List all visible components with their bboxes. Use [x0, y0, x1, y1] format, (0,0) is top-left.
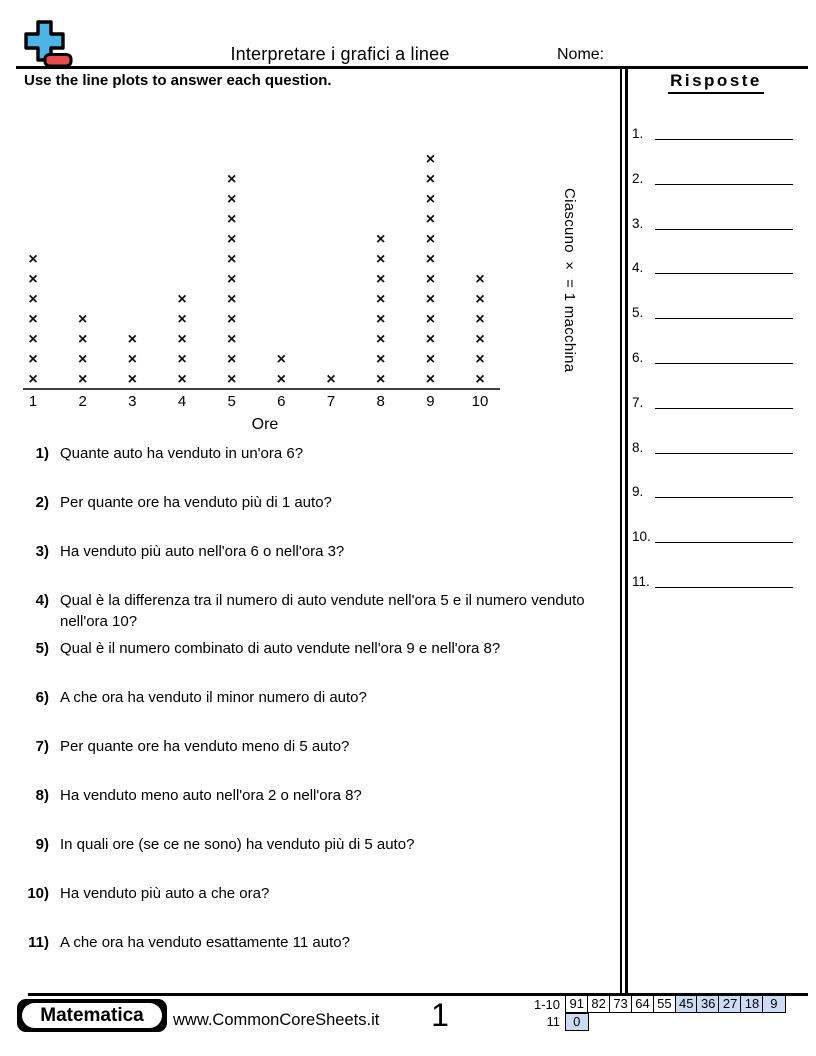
- x-mark: ×: [425, 351, 436, 368]
- x-mark: ×: [28, 351, 38, 368]
- answer-row: [630, 523, 793, 543]
- question-number: 6): [35, 689, 49, 707]
- name-label: Nome:: [557, 46, 605, 63]
- question-row: [23, 932, 617, 953]
- page-number: 1: [431, 997, 449, 1033]
- answer-row: [630, 120, 793, 140]
- answers-divider-thin: [620, 69, 622, 994]
- x-axis-tick: 8: [376, 393, 385, 410]
- score-row2-cells: [565, 1013, 589, 1031]
- website-text: www.CommonCoreSheets.it: [173, 1011, 380, 1029]
- question-number: 8): [35, 786, 49, 804]
- score-cell: 91: [565, 995, 589, 1013]
- x-mark: ×: [28, 311, 38, 328]
- answer-row: [630, 210, 793, 230]
- answer-blank-line[interactable]: [655, 139, 793, 140]
- x-axis-tick: 4: [177, 393, 187, 410]
- x-mark: ×: [376, 311, 386, 328]
- answer-blank-line[interactable]: [655, 542, 793, 543]
- x-mark: ×: [475, 291, 485, 308]
- answer-row: [630, 299, 793, 319]
- answer-row: [630, 344, 793, 364]
- question-row: [23, 492, 617, 513]
- answer-number: 9.: [632, 484, 644, 500]
- x-axis-tick: 6: [277, 393, 286, 410]
- score-cell: 55: [653, 995, 677, 1013]
- question-text: Ha venduto più auto nell'ora 6 o nell'ora 3?: [60, 542, 345, 560]
- x-mark: ×: [376, 351, 386, 368]
- x-mark: ×: [227, 191, 237, 208]
- instruction-text: Use the line plots to answer each question.: [24, 72, 332, 89]
- x-mark: ×: [475, 331, 485, 348]
- answer-number: 8.: [632, 439, 644, 455]
- answer-blank-line[interactable]: [655, 408, 793, 409]
- answer-number: 3.: [632, 215, 644, 231]
- x-axis-label: Ore: [251, 416, 279, 433]
- score-cell: 36: [696, 995, 720, 1013]
- answer-blank-line[interactable]: [655, 229, 793, 230]
- x-mark: ×: [177, 311, 187, 328]
- question-text: Per quante ore ha venduto meno di 5 auto?: [60, 738, 350, 756]
- page-title: Interpretare i grafici a linee: [230, 44, 450, 64]
- question-row: [23, 883, 617, 904]
- answer-row: [630, 478, 793, 498]
- answer-number: 1.: [632, 126, 644, 141]
- score-row1-label: 1-10: [533, 997, 560, 1012]
- x-mark: ×: [227, 371, 237, 388]
- x-mark: ×: [425, 311, 436, 328]
- answer-number: 2.: [632, 170, 644, 186]
- question-row: [23, 443, 617, 464]
- x-mark: ×: [127, 331, 137, 348]
- question-number: 4): [35, 591, 49, 609]
- x-axis-tick: 2: [78, 393, 87, 410]
- x-mark: ×: [376, 231, 386, 248]
- x-mark: ×: [177, 351, 187, 368]
- score-cell: 45: [675, 995, 699, 1013]
- x-mark: ×: [425, 291, 436, 308]
- x-mark: ×: [177, 291, 187, 308]
- plot-legend: Ciascuno × = 1 macchina: [561, 187, 578, 373]
- question-text: Quante auto ha venduto in un'ora 6?: [60, 445, 304, 462]
- x-mark: ×: [77, 351, 88, 368]
- question-row: [23, 785, 617, 806]
- answer-number: 7.: [632, 394, 644, 410]
- x-mark: ×: [227, 231, 237, 248]
- answer-number: 10.: [632, 529, 651, 545]
- x-mark: ×: [28, 371, 38, 388]
- score-cell: 0: [565, 1013, 589, 1031]
- x-mark: ×: [177, 331, 187, 348]
- score-cell: 18: [740, 995, 764, 1013]
- x-mark: ×: [227, 251, 237, 268]
- x-mark: ×: [425, 331, 436, 348]
- answers-title: [632, 71, 800, 94]
- answer-row: [630, 434, 793, 454]
- question-text: Qual è la differenza tra il numero di auto vendute nell'ora 5 e il numero venduto nell'ora 10?: [60, 591, 585, 630]
- question-row: [23, 687, 617, 708]
- score-row1-cells: [565, 995, 786, 1013]
- x-mark: ×: [326, 371, 336, 388]
- x-mark: ×: [475, 271, 485, 288]
- x-mark: ×: [276, 351, 287, 368]
- x-mark: ×: [177, 371, 187, 388]
- question-text: Qual è il numero combinato di auto vendute nell'ora 9 e nell'ora 8?: [60, 640, 501, 658]
- question-number: 1): [35, 445, 49, 462]
- answers-title-text: Risposte: [668, 71, 764, 94]
- score-cell: 73: [609, 995, 633, 1013]
- score-cell: 64: [631, 995, 655, 1013]
- x-mark: ×: [77, 311, 88, 328]
- answer-blank-line[interactable]: [655, 453, 793, 454]
- x-mark: ×: [227, 311, 237, 328]
- x-mark: ×: [425, 271, 436, 288]
- x-mark: ×: [425, 251, 436, 268]
- answer-row: [630, 165, 793, 185]
- x-mark: ×: [227, 291, 237, 308]
- answer-blank-line[interactable]: [655, 363, 793, 364]
- x-mark: ×: [77, 371, 88, 388]
- question-row: [23, 736, 617, 757]
- answer-number: 11.: [632, 574, 650, 589]
- x-mark: ×: [425, 371, 436, 388]
- x-axis-tick: 7: [326, 393, 336, 410]
- question-text: A che ora ha venduto esattamente 11 auto?: [60, 933, 350, 951]
- question-text: Per quante ore ha venduto più di 1 auto?: [60, 493, 332, 511]
- x-mark: ×: [227, 271, 237, 288]
- line-plot: [0, 0, 620, 440]
- answer-row: [630, 568, 793, 588]
- answers-divider-thick: [625, 69, 628, 994]
- question-row: [23, 834, 617, 855]
- answer-blank-line[interactable]: [655, 273, 793, 274]
- question-number: 5): [35, 640, 49, 658]
- brand-badge: [17, 999, 167, 1032]
- x-mark: ×: [425, 211, 436, 228]
- x-axis-tick: 9: [426, 393, 435, 410]
- score-cell: 27: [718, 995, 742, 1013]
- question-text: In quali ore (se ce ne sono) ha venduto più di 5 auto?: [60, 835, 415, 853]
- brand-label: Matematica: [22, 1003, 162, 1028]
- question-text: Ha venduto più auto a che ora?: [60, 884, 270, 902]
- question-text: Ha venduto meno auto nell'ora 2 o nell'ora 8?: [60, 786, 362, 804]
- x-mark: ×: [376, 271, 386, 288]
- question-number: 9): [35, 835, 49, 853]
- x-mark: ×: [28, 331, 38, 348]
- question-number: 7): [35, 738, 49, 756]
- score-cell: 9: [762, 995, 786, 1013]
- x-mark: ×: [28, 271, 38, 288]
- x-mark: ×: [227, 331, 237, 348]
- x-mark: ×: [376, 251, 386, 268]
- answer-blank-line[interactable]: [655, 184, 793, 185]
- x-mark: ×: [425, 151, 436, 168]
- question-number: 2): [35, 493, 49, 511]
- answer-number: 4.: [632, 260, 644, 276]
- x-mark: ×: [28, 251, 38, 268]
- score-row2-label: 11: [546, 1014, 560, 1029]
- x-mark: ×: [425, 191, 436, 208]
- x-mark: ×: [475, 311, 485, 328]
- x-mark: ×: [376, 371, 386, 388]
- score-cell: 82: [587, 995, 611, 1013]
- question-row: [23, 638, 617, 659]
- question-number: 3): [35, 542, 49, 560]
- x-mark: ×: [227, 171, 237, 188]
- question-row: [23, 541, 617, 562]
- x-axis-tick: 5: [227, 393, 236, 410]
- question-text: A che ora ha venduto il minor numero di auto?: [60, 689, 367, 707]
- answer-row: [630, 389, 793, 409]
- answer-blank-line[interactable]: [655, 587, 793, 588]
- answer-blank-line[interactable]: [655, 318, 793, 319]
- x-mark: ×: [227, 211, 237, 228]
- question-list: [23, 443, 617, 983]
- x-mark: ×: [28, 291, 38, 308]
- x-mark: ×: [475, 371, 485, 388]
- x-mark: ×: [127, 371, 137, 388]
- answer-number: 6.: [632, 350, 644, 365]
- question-row: [23, 590, 617, 632]
- x-mark: ×: [425, 171, 436, 188]
- x-mark: ×: [227, 351, 237, 368]
- x-mark: ×: [127, 351, 137, 368]
- x-mark: ×: [475, 351, 485, 368]
- x-mark: ×: [77, 331, 88, 348]
- question-number: 11): [28, 933, 49, 951]
- x-mark: ×: [376, 331, 386, 348]
- x-axis-tick: 3: [128, 393, 137, 410]
- answer-blank-line[interactable]: [655, 497, 793, 498]
- x-mark: ×: [376, 291, 386, 308]
- answer-row: [630, 254, 793, 274]
- answer-number: 5.: [632, 305, 644, 321]
- x-mark: ×: [425, 231, 436, 248]
- x-axis-tick: 10: [471, 393, 489, 410]
- x-axis-tick: 1: [28, 393, 38, 410]
- question-number: 10): [27, 884, 49, 902]
- x-mark: ×: [276, 371, 287, 388]
